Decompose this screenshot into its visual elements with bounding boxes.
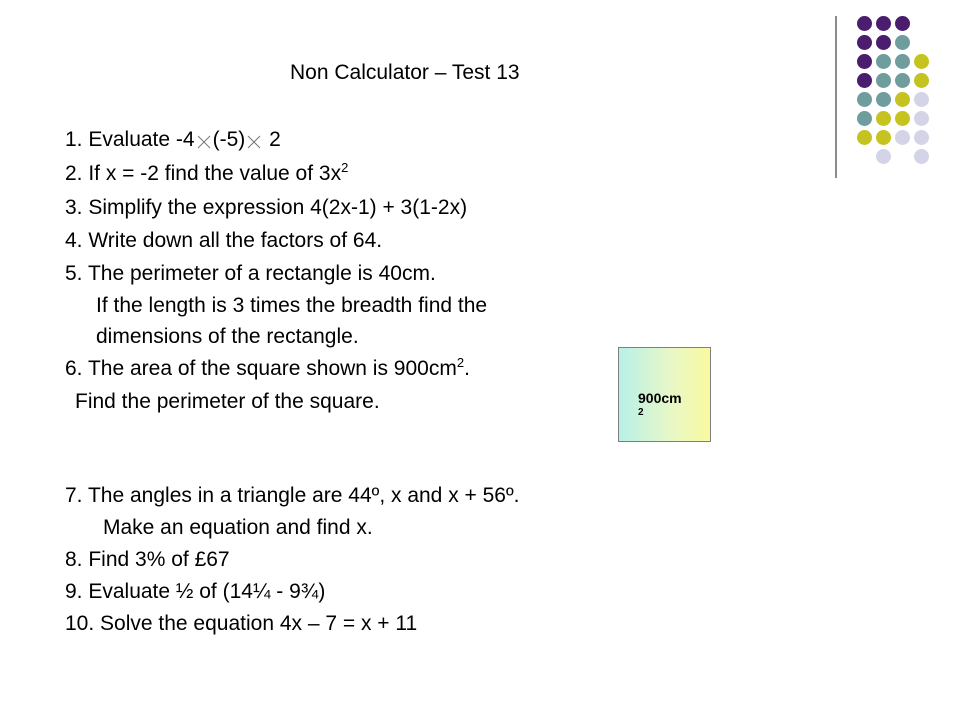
question-8: 8. Find 3% of £67 xyxy=(65,548,230,571)
question-6-line-1 xyxy=(65,357,470,381)
square-figure xyxy=(618,347,711,442)
question-1-middle: (-5) xyxy=(212,128,246,151)
decorative-dot xyxy=(914,73,929,88)
square-area-value: 900cm xyxy=(638,390,682,406)
decorative-dot xyxy=(857,54,872,69)
question-5-line-1: 5. The perimeter of a rectangle is 40cm. xyxy=(65,262,436,285)
exponent: 2 xyxy=(456,355,465,370)
decorative-dot xyxy=(895,54,910,69)
decorative-dot xyxy=(914,111,929,126)
question-1-suffix: 2 xyxy=(269,128,281,151)
decorative-dot xyxy=(895,35,910,50)
question-7-line-1: 7. The angles in a triangle are 44º, x and x + 56º. xyxy=(65,484,520,507)
decorative-dot xyxy=(876,149,891,164)
decorative-dot xyxy=(895,16,910,31)
decorative-dot xyxy=(876,130,891,145)
square-area-label xyxy=(638,390,682,418)
question-2-text: 2. If x = -2 find the value of 3x xyxy=(65,162,342,185)
decorative-dot xyxy=(857,35,872,50)
decorative-dot xyxy=(895,92,910,107)
question-5-line-3: dimensions of the rectangle. xyxy=(96,325,359,348)
decorative-dot xyxy=(914,92,929,107)
decorative-dot xyxy=(914,130,929,145)
decorative-dot xyxy=(876,54,891,69)
decorative-divider-line xyxy=(835,16,837,178)
square-area-exponent: 2 xyxy=(638,407,644,418)
decorative-dot xyxy=(876,92,891,107)
question-1 xyxy=(65,128,281,152)
question-6-text: 6. The area of the square shown is 900cm xyxy=(65,357,457,380)
decorative-dot xyxy=(857,92,872,107)
question-2 xyxy=(65,162,348,186)
decorative-dot xyxy=(857,73,872,88)
question-6-period: . xyxy=(464,357,470,380)
decorative-dot xyxy=(857,111,872,126)
question-1-prefix: 1. Evaluate -4 xyxy=(65,128,195,151)
page-title: Non Calculator – Test 13 xyxy=(290,61,520,84)
question-6-line-2: Find the perimeter of the square. xyxy=(75,390,380,413)
question-5-line-2: If the length is 3 times the breadth find the xyxy=(96,294,488,317)
decorative-dot xyxy=(876,111,891,126)
question-10: 10. Solve the equation 4x – 7 = x + 11 xyxy=(65,612,418,635)
decorative-dot xyxy=(857,16,872,31)
exponent: 2 xyxy=(341,160,349,175)
decorative-dot xyxy=(914,149,929,164)
question-4: 4. Write down all the factors of 64. xyxy=(65,229,383,252)
decorative-dot xyxy=(876,35,891,50)
question-9: 9. Evaluate ½ of (14¼ - 9¾) xyxy=(65,580,326,603)
multiply-icon xyxy=(195,132,213,150)
multiply-icon xyxy=(245,132,263,150)
decorative-dot xyxy=(895,130,910,145)
decorative-dot xyxy=(876,73,891,88)
question-3: 3. Simplify the expression 4(2x-1) + 3(1-2x) xyxy=(65,196,468,219)
decorative-dot xyxy=(876,16,891,31)
question-7-line-2: Make an equation and find x. xyxy=(103,516,373,539)
decorative-dot xyxy=(914,54,929,69)
decorative-dot xyxy=(895,111,910,126)
decorative-dot xyxy=(895,73,910,88)
decorative-dot xyxy=(857,130,872,145)
